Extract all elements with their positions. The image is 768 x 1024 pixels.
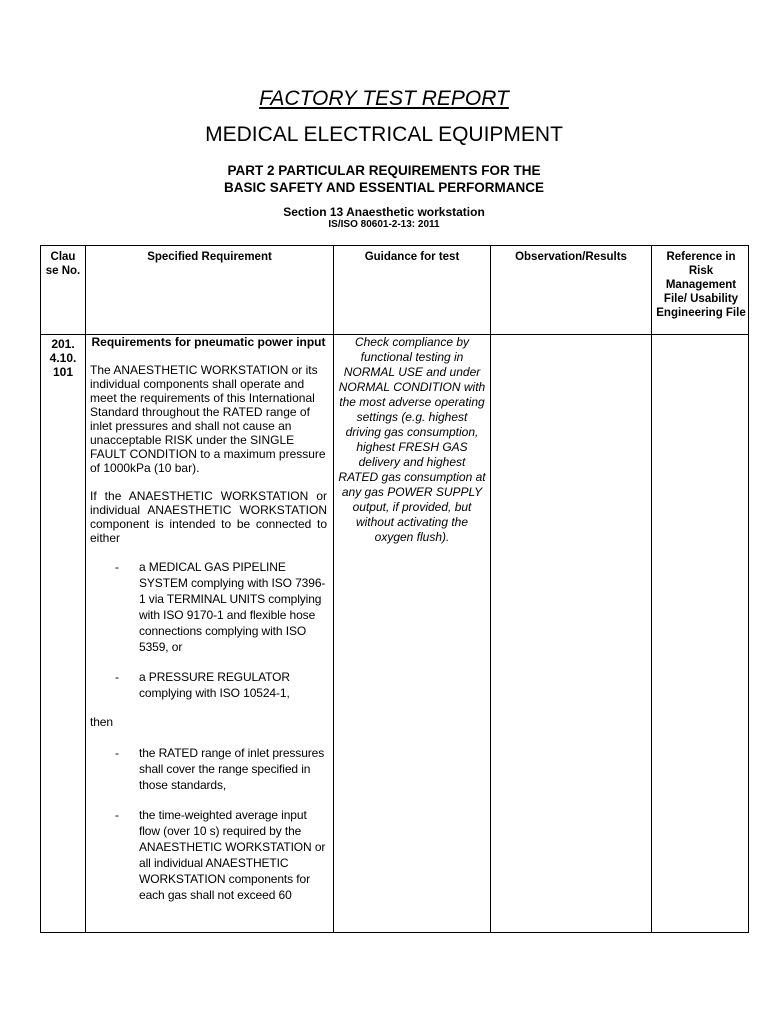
requirement-paragraph: If the ANAESTHETIC WORKSTATION or individual ANAESTHETIC WORKSTATION component is intended to be connected to either (90, 489, 327, 545)
list-item-text: the RATED range of inlet pressures shall cover the range specified in those standards, (139, 746, 325, 792)
column-divider (333, 246, 334, 932)
then-text: then (90, 715, 113, 729)
clause-number: 201. 4.10. 101 (49, 337, 77, 379)
report-title: FACTORY TEST REPORT (259, 87, 509, 110)
requirement-title: Requirements for pneumatic power input (91, 335, 326, 349)
header-specified-requirement: Specified Requirement (147, 251, 272, 263)
requirement-paragraph: The ANAESTHETIC WORKSTATION or its individual components shall operate and meet the requirements of this International Standard throughout the RATED range of inlet pressures and shall not cause an unacceptable RISK under the SINGLE FAULT CONDITION to a maximum pressure of 1000kPa (10 bar). (90, 363, 326, 475)
list-item (90, 559, 327, 655)
report-subtitle: MEDICAL ELECTRICAL EQUIPMENT (205, 123, 563, 146)
bullet-dash: - (115, 560, 119, 574)
column-divider (490, 246, 491, 932)
standard-reference: IS/ISO 80601-2-13: 2011 (328, 219, 440, 230)
header-observation-results: Observation/Results (515, 251, 627, 263)
bullet-dash: - (115, 670, 119, 684)
requirements-table (40, 245, 749, 933)
header-clause-no: Clau se No. (45, 251, 81, 277)
bullet-dash: - (115, 746, 119, 760)
header-reference: Reference in Risk Management File/ Usability Engineering File (656, 251, 746, 319)
specified-requirement-cell (90, 335, 327, 917)
guidance-cell: Check compliance by functional testing in NORMAL USE and under NORMAL CONDITION with the most adverse operating settings (e.g. highest driving gas consumption, highest FRESH GAS delivery and highest RATED gas consumption at any gas POWER SUPPLY output, if provided, but without activating the oxygen flush). (338, 335, 486, 544)
part-heading-line-2: BASIC SAFETY AND ESSENTIAL PERFORMANCE (223, 180, 545, 195)
column-divider (85, 246, 86, 932)
header-guidance-for-test: Guidance for test (364, 251, 460, 263)
list-item-text: a PRESSURE REGULATOR complying with ISO 10524-1, (139, 670, 290, 700)
part-heading (0, 162, 768, 196)
list-item (90, 807, 327, 903)
list-item (90, 745, 327, 793)
part-heading-line-1: PART 2 PARTICULAR REQUIREMENTS FOR THE (227, 163, 541, 178)
list-item (90, 669, 327, 701)
list-item-text: a MEDICAL GAS PIPELINE SYSTEM complying with ISO 7396-1 via TERMINAL UNITS complying with ISO 9170-1 and flexible hose connections complying with ISO 5359, or (139, 560, 326, 654)
bullet-dash: - (115, 808, 119, 822)
column-divider (651, 246, 652, 932)
list-item-text: the time-weighted average input flow (over 10 s) required by the ANAESTHETIC WORKSTATION or all individual ANAESTHETIC WORKSTATION components for each gas shall not exceed 60 (139, 808, 326, 902)
section-heading: Section 13 Anaesthetic workstation (283, 205, 485, 219)
